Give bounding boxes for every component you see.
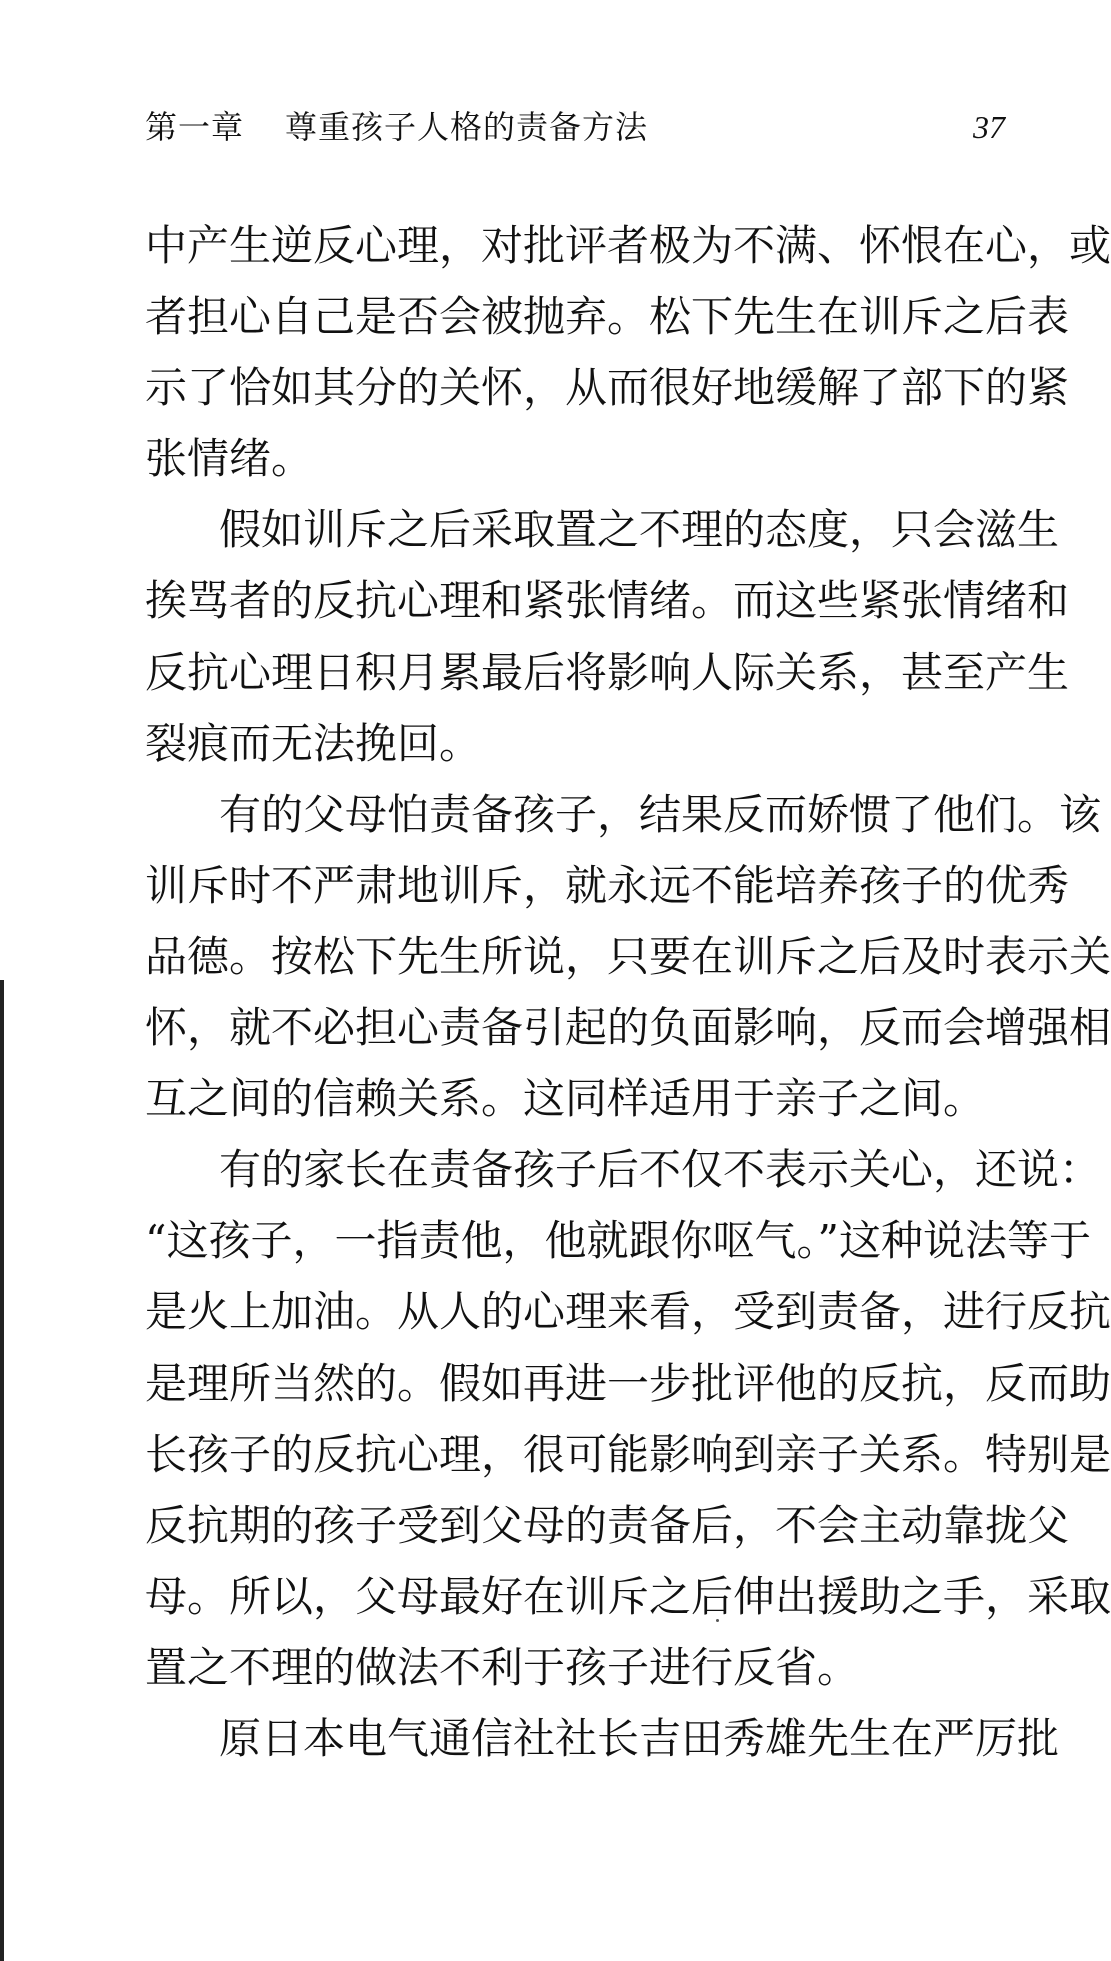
body-text [145,210,1111,1774]
page-number: 37 [973,109,1005,145]
paragraph-first-line: 假如训斥之后采取置之不理的态度，只会滋生 [219,505,1060,555]
running-header [145,104,1005,150]
text-line: 是火上加油。从人的心理来看，受到责备，进行反抗 [145,1287,1111,1337]
text-line: 挨骂者的反抗心理和紧张情绪。而这些紧张情绪和 [145,576,1070,626]
text-line: “这孩子，一指责他，他就跟你呕气。”这种说法等于 [145,1216,1091,1266]
paragraph-first-line: 有的父母怕责备孩子，结果反而娇惯了他们。该 [219,789,1102,839]
text-line: 裂痕而无法挽回。 [145,718,482,768]
text-line: 置之不理的做法不利于孩子进行反省。 [145,1642,860,1692]
text-line: 怀，就不必担心责备引起的负面影响，反而会增强相 [145,1003,1111,1053]
text-line: 互之间的信赖关系。这同样适用于亲子之间。 [145,1074,986,1124]
text-line: 是理所当然的。假如再进一步批评他的反抗，反而助 [145,1358,1111,1408]
text-line: 品德。按松下先生所说，只要在训斥之后及时表示关 [145,931,1111,981]
text-line: 中产生逆反心理，对批评者极为不满、怀恨在心，或 [145,221,1111,270]
text-line: 反抗心理日积月累最后将影响人际关系，甚至产生 [145,647,1070,697]
paragraph-first-line: 有的家长在责备孩子后不仅不表示关心，还说： [219,1145,1102,1195]
page-edge-shadow [0,980,4,1961]
text-line: 反抗期的孩子受到父母的责备后，不会主动靠拢父 [145,1500,1070,1550]
text-line: 示了恰如其分的关怀，从而很好地缓解了部下的紧 [145,363,1070,413]
text-line: 张情绪。 [145,434,314,484]
text-line: 母。所以，父母最好在训斥之后伸出援助之手，采取 [145,1571,1111,1621]
chapter-label: 第一章 [145,108,245,146]
text-line: 者担心自己是否会被抛弃。松下先生在训斥之后表 [145,292,1070,342]
chapter-title: 尊重孩子人格的责备方法 [285,108,649,146]
text-line: 长孩子的反抗心理，很可能影响到亲子关系。特别是 [145,1429,1111,1479]
text-line: 训斥时不严肃地训斥，就永远不能培养孩子的优秀 [145,860,1070,910]
paragraph-first-line: 原日本电气通信社社长吉田秀雄先生在严厉批 [219,1713,1060,1763]
